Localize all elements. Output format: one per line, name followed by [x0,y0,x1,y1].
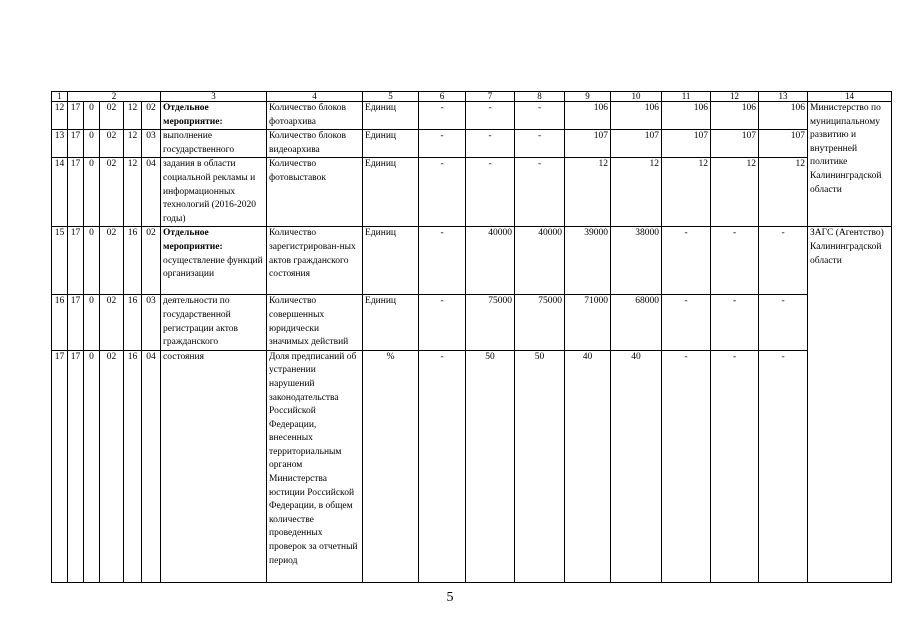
code-cell: 03 [142,295,161,350]
value-cell: 71000 [565,295,611,350]
table-row [52,350,892,582]
value-cell: - [419,227,466,295]
header-cell: 9 [565,92,611,102]
indicator-name: Количество блоков видеоархива [267,130,363,158]
value-cell: 12 [565,158,611,227]
header-cell: 2 [68,92,161,102]
value-cell: - [711,295,759,350]
header-cell: 3 [161,92,267,102]
row-number: 17 [52,350,68,582]
value-cell: 75000 [466,295,515,350]
code-cell: 0 [84,130,100,158]
measure-cell [161,227,267,295]
header-cell: 13 [759,92,808,102]
code-cell: 12 [124,158,142,227]
value-cell: 106 [759,102,808,130]
value-cell: - [466,158,515,227]
value-cell: 106 [662,102,711,130]
value-cell: 40 [565,350,611,582]
executor-cell: Министерство по муниципальному развитию и внутренней политике Калининградской области [808,102,892,227]
code-cell: 17 [68,350,84,582]
value-cell: - [759,295,808,350]
code-cell: 16 [124,295,142,350]
value-cell: 107 [759,130,808,158]
value-cell: - [515,130,565,158]
code-cell: 02 [100,227,124,295]
unit-cell: Единиц [363,295,419,350]
table-row [52,295,892,350]
value-cell: 107 [662,130,711,158]
code-cell: 0 [84,102,100,130]
header-cell: 7 [466,92,515,102]
executor-cell [808,227,892,582]
code-cell: 02 [100,295,124,350]
code-cell: 04 [142,350,161,582]
value-cell: 12 [711,158,759,227]
value-cell: 107 [565,130,611,158]
value-cell: 106 [611,102,662,130]
code-cell: 0 [84,350,100,582]
value-cell: 12 [611,158,662,227]
header-row [52,92,892,102]
value-cell: 107 [611,130,662,158]
indicators-table [51,91,892,583]
value-cell: - [466,130,515,158]
value-cell: 106 [711,102,759,130]
unit-cell: Единиц [363,158,419,227]
indicator-name: Количество фотовыставок [267,158,363,227]
table-row [52,102,892,130]
code-cell: 02 [100,158,124,227]
value-cell: - [662,227,711,295]
code-cell: 12 [124,102,142,130]
code-cell: 16 [124,350,142,582]
value-cell: 107 [711,130,759,158]
measure-cell [161,102,267,130]
executor-name: ЗАГС (Агентство) Калининградской области [810,228,884,266]
header-cell: 14 [808,92,892,102]
code-cell: 0 [84,227,100,295]
value-cell: - [419,158,466,227]
code-cell: 17 [68,102,84,130]
unit-cell: Единиц [363,130,419,158]
indicator-name: Количество зарегистрирован-ных актов гражданского состояния [267,227,363,295]
value-cell: - [515,102,565,130]
indicator-name: Количество блоков фотоархива [267,102,363,130]
code-cell: 02 [100,350,124,582]
value-cell: 40 [611,350,662,582]
table-row [52,227,892,295]
value-cell: 38000 [611,227,662,295]
measure-text: осуществление функций организации [163,255,263,280]
code-cell: 17 [68,158,84,227]
indicator-name: Доля предписаний об устранении нарушений законодательства Российской Федерации, внесенных территориальным органом Министерства юстиции Российской Федерации, в общем количестве проведенных проверок за отчетный период [267,350,363,582]
unit-cell: Единиц [363,227,419,295]
code-cell: 16 [124,227,142,295]
code-cell: 02 [100,130,124,158]
indicator-name: Количество совершенных юридически значимых действий [267,295,363,350]
value-cell: 12 [759,158,808,227]
value-cell: 40000 [466,227,515,295]
header-cell: 6 [419,92,466,102]
code-cell: 04 [142,158,161,227]
page-number: 5 [446,590,454,605]
header-cell: 12 [711,92,759,102]
row-number: 15 [52,227,68,295]
value-cell: 40000 [515,227,565,295]
measure-text: состояния [161,350,267,582]
value-cell: - [711,350,759,582]
code-cell: 17 [68,295,84,350]
value-cell: - [711,227,759,295]
code-cell: 03 [142,130,161,158]
value-cell: - [662,295,711,350]
code-cell: 02 [100,102,124,130]
value-cell: - [419,130,466,158]
measure-title: Отдельное мероприятие: [163,103,223,127]
table-row [52,130,892,158]
value-cell: - [419,102,466,130]
row-number: 16 [52,295,68,350]
value-cell: 50 [466,350,515,582]
code-cell: 0 [84,295,100,350]
value-cell: 50 [515,350,565,582]
value-cell: 12 [662,158,711,227]
row-number: 12 [52,102,68,130]
measure-text: выполнение государственного [161,130,267,158]
value-cell: - [759,350,808,582]
measure-title: Отдельное мероприятие: [163,228,223,252]
code-cell: 17 [68,227,84,295]
header-cell: 11 [662,92,711,102]
value-cell: 39000 [565,227,611,295]
header-cell: 1 [52,92,68,102]
code-cell: 0 [84,158,100,227]
unit-cell: % [363,350,419,582]
value-cell: 68000 [611,295,662,350]
value-cell: - [466,102,515,130]
measure-text: деятельности по государственной регистрации актов гражданского [161,295,267,350]
row-number: 14 [52,158,68,227]
header-cell: 4 [267,92,363,102]
value-cell: 106 [565,102,611,130]
header-cell: 10 [611,92,662,102]
code-cell: 02 [142,102,161,130]
value-cell: - [419,350,466,582]
value-cell: - [419,295,466,350]
value-cell: - [662,350,711,582]
header-cell: 5 [363,92,419,102]
code-cell: 12 [124,130,142,158]
value-cell: - [515,158,565,227]
value-cell: - [759,227,808,295]
header-cell: 8 [515,92,565,102]
measure-text: задания в области социальной рекламы и информационных технологий (2016-2020 годы) [161,158,267,227]
table-row [52,158,892,227]
code-cell: 17 [68,130,84,158]
row-number: 13 [52,130,68,158]
value-cell: 75000 [515,295,565,350]
code-cell: 02 [142,227,161,295]
unit-cell: Единиц [363,102,419,130]
